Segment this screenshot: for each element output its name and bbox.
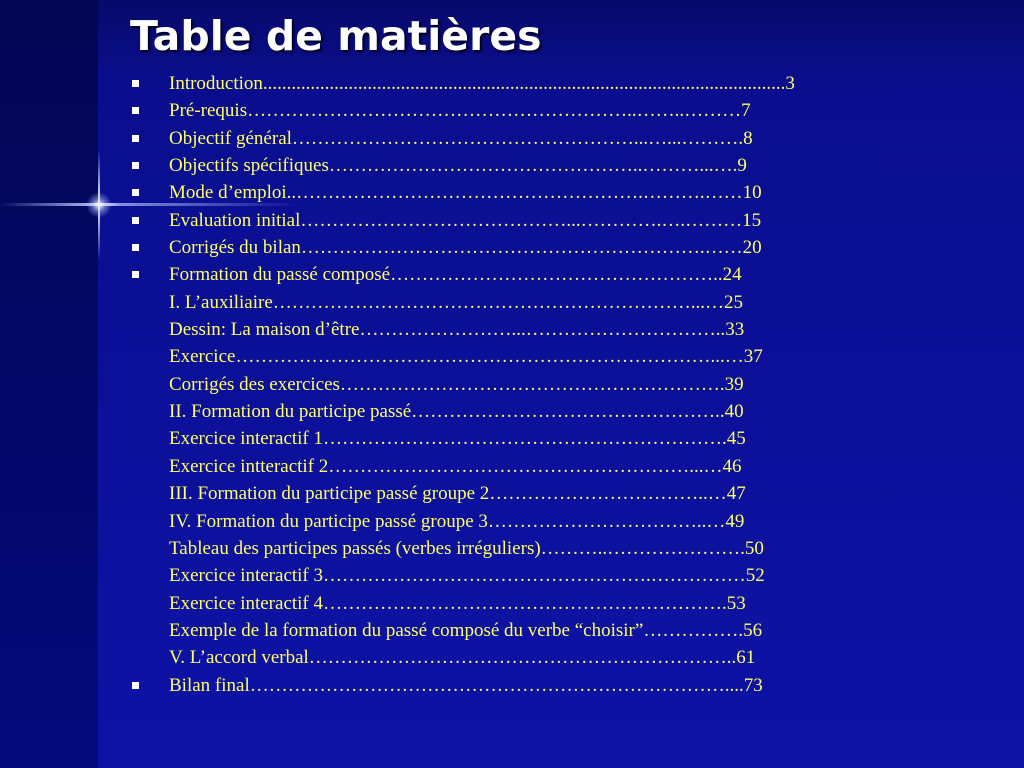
toc-entry-sub[interactable]: Exercice interactif 1……………………………………………………….45 xyxy=(169,428,746,450)
toc-entry-bulleted[interactable]: Introduction..............................................................................................................3 xyxy=(130,70,900,97)
toc-entry-bulleted[interactable]: Formation du passé composé……………………………………………..24 xyxy=(130,261,900,288)
toc-entry-sub[interactable]: Exercice…………………………………………………………………...…37 xyxy=(169,346,763,368)
toc-entry-sub[interactable]: Dessin: La maison d’être……………………...…………………………..33 xyxy=(169,319,745,341)
toc-entry-bulleted[interactable]: Mode d’emploi..……………………………………………….……….……10 xyxy=(130,179,900,206)
toc-entry-sub[interactable]: Exercice interactif 4……………………………………………………….53 xyxy=(169,592,746,614)
light-flare-star-icon xyxy=(86,192,112,218)
toc-entry-sub[interactable]: Exercice interactif 3…………………………………………….……………52 xyxy=(169,565,765,587)
toc-entry-sub[interactable]: V. L’accord verbal…………………………………………………………..61 xyxy=(169,647,756,669)
toc-entry-bulleted[interactable]: Bilan final…………………………………………………………………....73 xyxy=(130,672,900,699)
toc-entry-sub[interactable]: Exercice intteractif 2…………………………………………………...…46 xyxy=(169,455,742,477)
toc-entry-bulleted[interactable]: Pré-requis……………………………………………………..……..………7 xyxy=(130,97,900,124)
toc-entry-bulleted[interactable]: Corrigés du bilan……………………………………………………….……20 xyxy=(130,234,900,261)
left-decoration-band xyxy=(0,0,98,768)
toc-entry-sub[interactable]: Exemple de la formation du passé composé du verbe “choisir”…………….56 xyxy=(169,619,763,641)
table-of-contents xyxy=(130,70,900,699)
toc-entry-bulleted[interactable]: Objectif général………………………………………………...…...……….8 xyxy=(130,125,900,152)
toc-entry-sub[interactable]: I. L’auxiliaire…………………………………………………………...…25 xyxy=(169,291,744,313)
toc-entry-sub[interactable]: III. Formation du participe passé groupe 2……………………………..…47 xyxy=(169,483,746,505)
toc-entry-sub[interactable]: Tableau des participes passés (verbes irréguliers)………..………………….50 xyxy=(169,537,764,559)
toc-entry-sub[interactable]: II. Formation du participe passé…………………………………………..40 xyxy=(169,401,744,423)
toc-entry-sub[interactable]: IV. Formation du participe passé groupe 3……………………………..…49 xyxy=(169,510,745,532)
page-title: Table de matières xyxy=(130,12,542,60)
toc-entry-bulleted[interactable]: Objectifs spécifiques…………………………………………..………...….9 xyxy=(130,152,900,179)
toc-entry-bulleted[interactable]: Evaluation initial……………………………………...………….….………15 xyxy=(130,207,900,234)
toc-entry-sub[interactable]: Corrigés des exercices…………………………………………………….39 xyxy=(169,373,744,395)
